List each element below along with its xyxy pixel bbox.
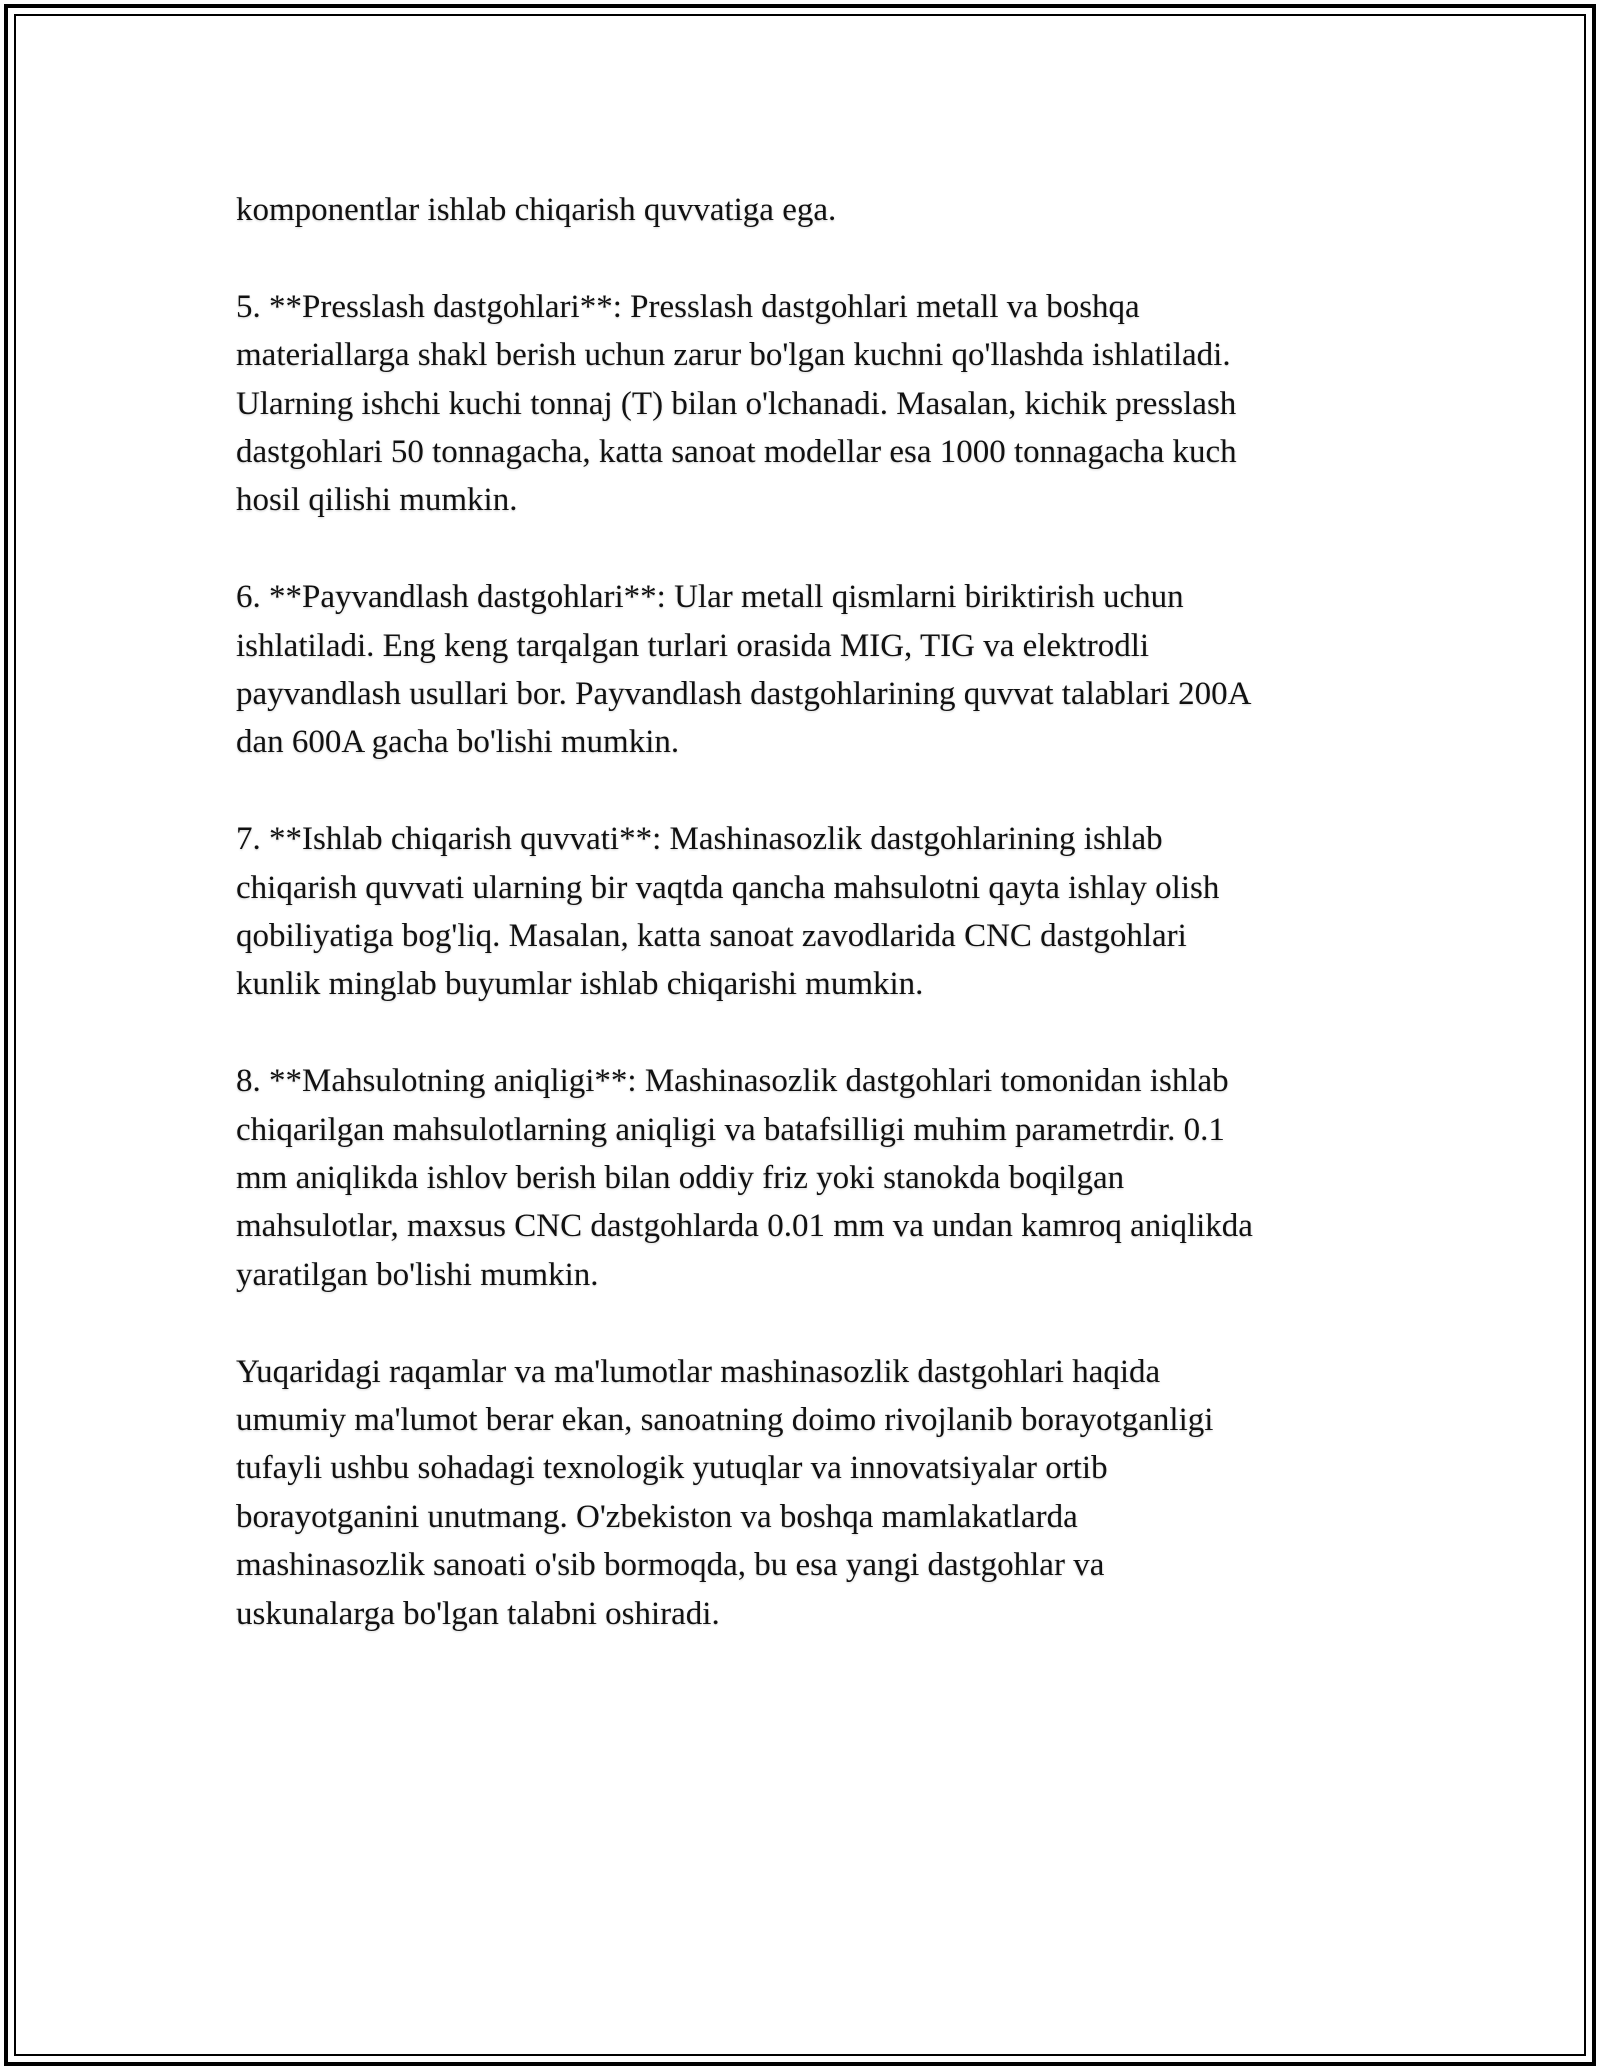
paragraph-payvandlash: 6. **Payvandlash dastgohlari**: Ular metall qismlarni biriktirish uchun ishlatiladi. Eng keng tarqalgan turlari orasida MIG, TIG va elektrodli payvandlash usullari bor. Payvandlash dastgohlarining quvvat talablari 200A dan 600A gacha bo'lishi mumkin. bbox=[236, 579, 1252, 761]
paragraph-ishlab-chiqarish: 7. **Ishlab chiqarish quvvati**: Mashinasozlik dastgohlarining ishlab chiqarish quvvati ularning bir vaqtda qancha mahsulotni qayta ishlay olish qobiliyatiga bog'liq. Masalan, katta sanoat zavodlarida CNC dastgohlari kunlik minglab buyumlar ishlab chiqarishi mumkin. bbox=[236, 821, 1220, 1003]
document-body bbox=[236, 186, 1386, 1687]
paragraph-conclusion: Yuqaridagi raqamlar va ma'lumotlar mashinasozlik dastgohlari haqida umumiy ma'lumot berar ekan, sanoatning doimo rivojlanib borayotganligi tufayli ushbu sohadagi texnologik yutuqlar va innovatsiyalar ortib borayotganini unutmang. O'zbekiston va boshqa mamlakatlarda mashinasozlik sanoati o'sib bormoqda, bu esa yangi dastgohlar va uskunalarga bo'lgan talabni oshiradi. bbox=[236, 1353, 1214, 1632]
paragraph-presslash: 5. **Presslash dastgohlari**: Presslash dastgohlari metall va boshqa materiallarga shakl berish uchun zarur bo'lgan kuchni qo'llashda ishlatiladi. Ularning ishchi kuchi tonnaj (T) bilan o'lchanadi. Masalan, kichik presslash dastgohlari 50 tonnagacha, katta sanoat modellar esa 1000 tonnagacha kuch hosil qilishi mumkin. bbox=[236, 288, 1237, 519]
paragraph-continuation: komponentlar ishlab chiqarish quvvatiga ega. bbox=[236, 192, 837, 228]
paragraph-aniqlik: 8. **Mahsulotning aniqligi**: Mashinasozlik dastgohlari tomonidan ishlab chiqarilgan mahsulotlarning aniqligi va batafsilligi muhim parametrdir. 0.1 mm aniqlikda ishlov berish bilan oddiy friz yoki stanokda boqilgan mahsulotlar, maxsus CNC dastgohlarda 0.01 mm va undan kamroq aniqlikda yaratilgan bo'lishi mumkin. bbox=[236, 1063, 1253, 1293]
